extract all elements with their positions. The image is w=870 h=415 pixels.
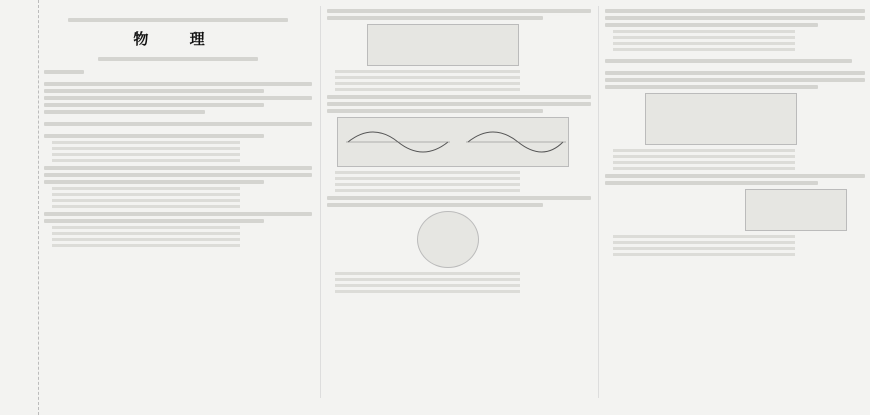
question-block	[599, 9, 865, 51]
question-block	[44, 134, 312, 162]
exam-info	[98, 57, 259, 61]
section-heading	[599, 56, 865, 68]
question-block	[599, 71, 865, 170]
question-block	[321, 95, 591, 192]
question-block	[321, 196, 591, 293]
notice-heading	[44, 67, 312, 79]
figure-diagram	[367, 24, 519, 66]
circle-figure	[417, 211, 479, 268]
figure-diagram	[645, 93, 797, 145]
page-column-2	[320, 6, 591, 398]
question-block	[321, 9, 591, 91]
wave-figure	[337, 117, 569, 167]
question-block	[44, 166, 312, 208]
exam-title	[68, 18, 288, 22]
page-column-3	[598, 6, 865, 398]
section-heading	[44, 119, 312, 131]
exam-subject: 物 理	[133, 30, 223, 48]
wave-graph	[338, 118, 568, 166]
page-column-1	[44, 6, 312, 398]
question-block	[44, 212, 312, 247]
incline-figure	[745, 189, 847, 231]
question-block	[599, 174, 865, 256]
student-info-strip	[0, 0, 39, 415]
